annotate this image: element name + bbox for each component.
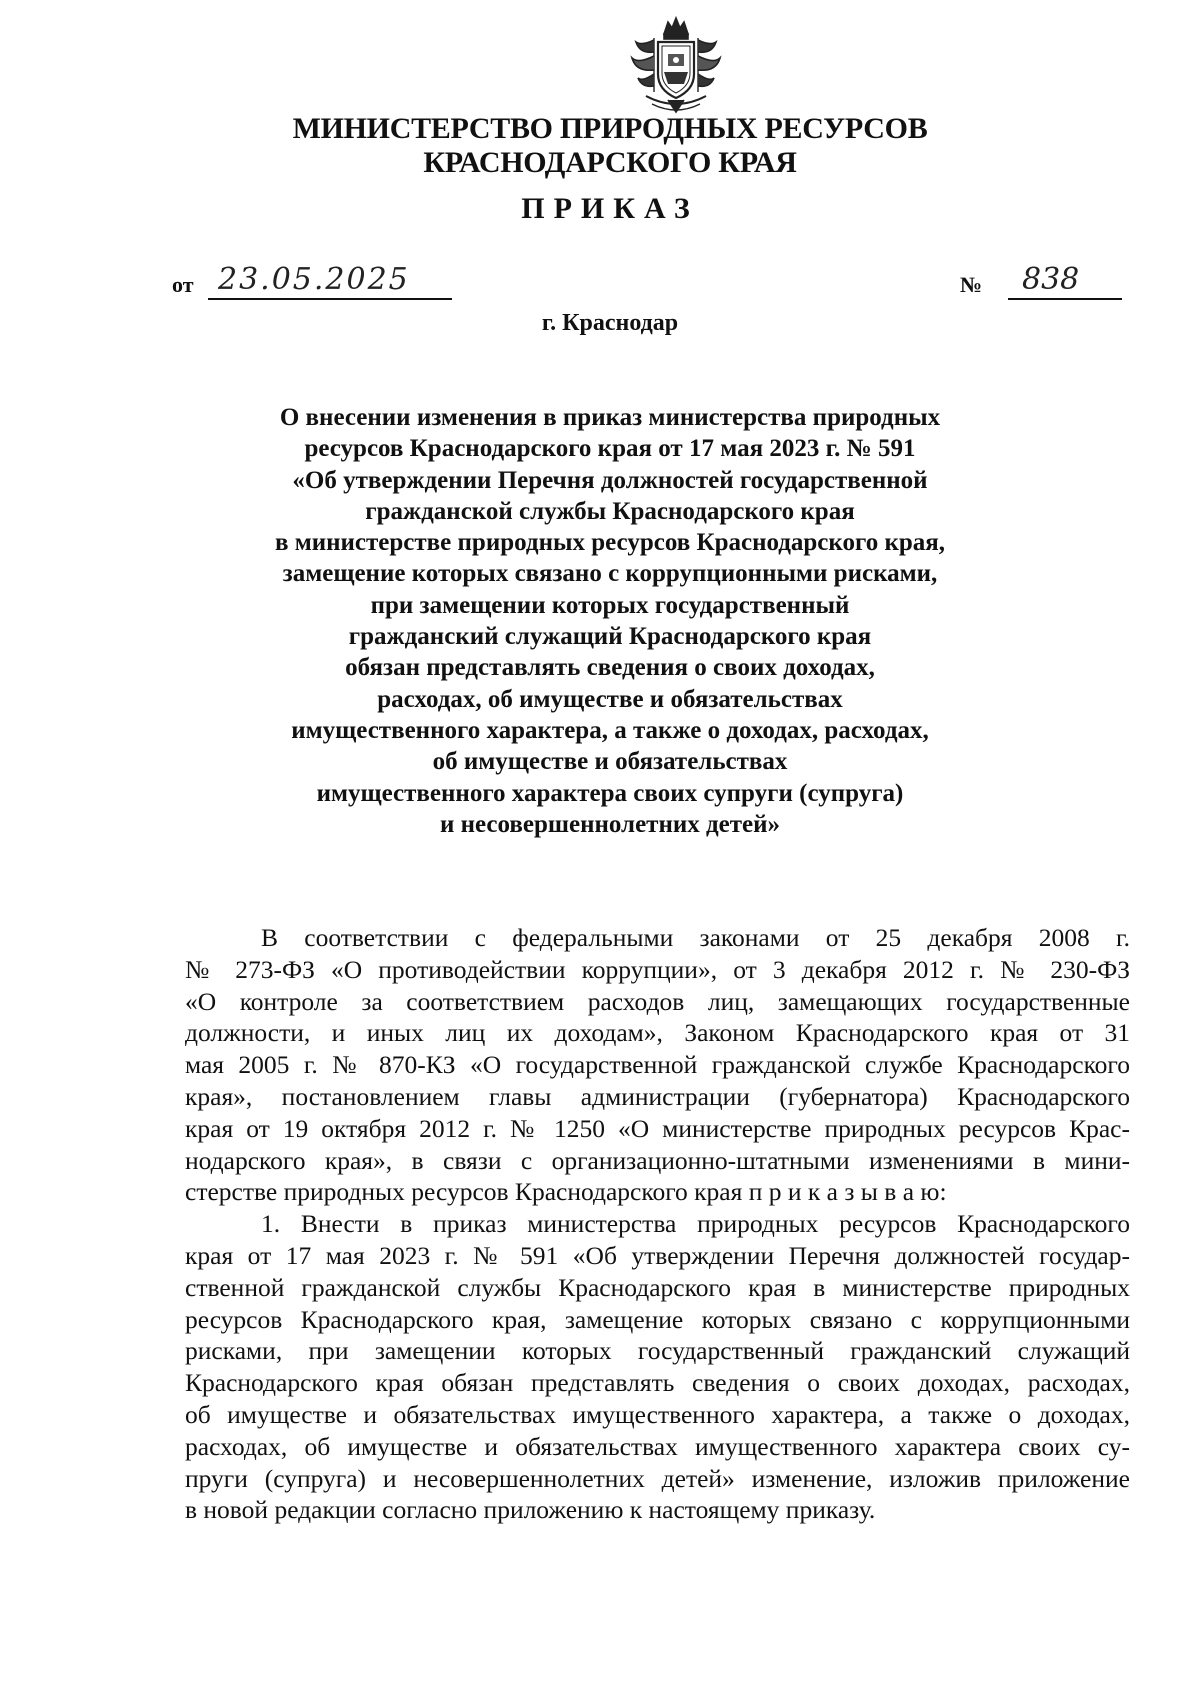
- body-line: края от 17 мая 2023 г. № 591 «Об утверждении Перечня должностей государ-: [185, 1240, 1130, 1270]
- body-line: края от 19 октября 2012 г. № 1250 «О министерстве природных ресурсов Крас-: [185, 1113, 1130, 1143]
- title-line: гражданской службы Краснодарского края: [365, 497, 855, 525]
- title-line: расходах, об имуществе и обязательствах: [377, 685, 843, 713]
- title-line: и несовершеннолетних детей»: [439, 810, 781, 838]
- body-line: ресурсов Краснодарского края, замещение которых связано с коррупционными: [185, 1304, 1130, 1334]
- body-line: должности, и иных лиц их доходам», Законом Краснодарского края от 31: [185, 1018, 1130, 1048]
- body-line: стерстве природных ресурсов Краснодарского края п р и к а з ы в а ю:: [185, 1177, 947, 1207]
- body-line: пруги (супруга) и несовершеннолетних детей» изменение, изложив приложение: [185, 1463, 1130, 1493]
- number-label: №: [960, 272, 983, 297]
- title-line: «Об утверждении Перечня должностей государственной: [292, 466, 928, 494]
- title-line: имущественного характера своих супруги (супруга): [316, 779, 904, 807]
- ministry-name-line-2: КРАСНОДАРСКОГО КРАЯ: [423, 146, 797, 179]
- ministry-name: [160, 112, 1060, 180]
- body-line: об имуществе и обязательствах имущественного характера, а также о доходах,: [185, 1399, 1130, 1429]
- body-line: В соответствии с федеральными законами от 25 декабря 2008 г.: [261, 923, 1130, 952]
- body-line: в новой редакции согласно приложению к настоящему приказу.: [185, 1495, 876, 1525]
- number-underline: [1008, 298, 1122, 300]
- title-line: О внесении изменения в приказ министерства природных: [279, 404, 941, 431]
- body-line: нодарского края», в связи с организационно-штатными изменениями в мини-: [185, 1145, 1130, 1175]
- body-line: рисками, при замещении которых государственный гражданский служащий: [185, 1336, 1130, 1366]
- title-line: об имуществе и обязательствах: [432, 748, 788, 776]
- body-line: № 273-ФЗ «О противодействии коррупции», от 3 декабря 2012 г. № 230-ФЗ: [185, 954, 1130, 984]
- title-line: ресурсов Краснодарского края от 17 мая 2023 г. № 591: [304, 435, 916, 463]
- body-line: ственной гражданской службы Краснодарского края в министерстве природных: [185, 1272, 1130, 1302]
- body-line: расходах, об имуществе и обязательствах имущественного характера своих су-: [185, 1431, 1130, 1461]
- document-title: [160, 402, 1060, 840]
- body-line: края», постановлением главы администрации (губернатора) Краснодарского: [185, 1081, 1130, 1111]
- date-underline: [208, 298, 452, 300]
- title-line: замещение которых связано с коррупционными рисками,: [282, 560, 938, 588]
- document-body: [185, 922, 1130, 1526]
- title-line: гражданский служащий Краснодарского края: [348, 623, 872, 651]
- date-handwritten: 23.05.2025: [218, 262, 410, 297]
- number-handwritten: 838: [1022, 262, 1080, 297]
- ministry-name-line-1: МИНИСТЕРСТВО ПРИРОДНЫХ РЕСУРСОВ: [292, 112, 928, 145]
- body-line: Краснодарского края обязан представлять сведения о своих доходах, расходах,: [185, 1368, 1130, 1398]
- coat-of-arms-emblem: [624, 12, 728, 118]
- date-number-row: [172, 262, 1122, 306]
- title-line: в министерстве природных ресурсов Краснодарского края,: [274, 529, 946, 557]
- body-line: мая 2005 г. № 870-КЗ «О государственной гражданской службе Краснодарского: [185, 1050, 1130, 1080]
- title-line: имущественного характера, а также о доходах, расходах,: [291, 716, 929, 744]
- city: г. Краснодар: [541, 310, 679, 336]
- paragraph-preamble: [185, 922, 1130, 1208]
- title-line: при замещении которых государственный: [370, 591, 850, 619]
- title-line: обязан представлять сведения о своих доходах,: [345, 654, 875, 682]
- body-line: 1. Внести в приказ министерства природных ресурсов Краснодарского: [261, 1209, 1130, 1239]
- body-line: «О контроле за соответствием расходов лиц, замещающих государственные: [185, 986, 1130, 1016]
- document-type: ПРИКАЗ: [521, 192, 699, 225]
- paragraph-item-1: [185, 1208, 1130, 1526]
- date-label: от: [172, 272, 194, 297]
